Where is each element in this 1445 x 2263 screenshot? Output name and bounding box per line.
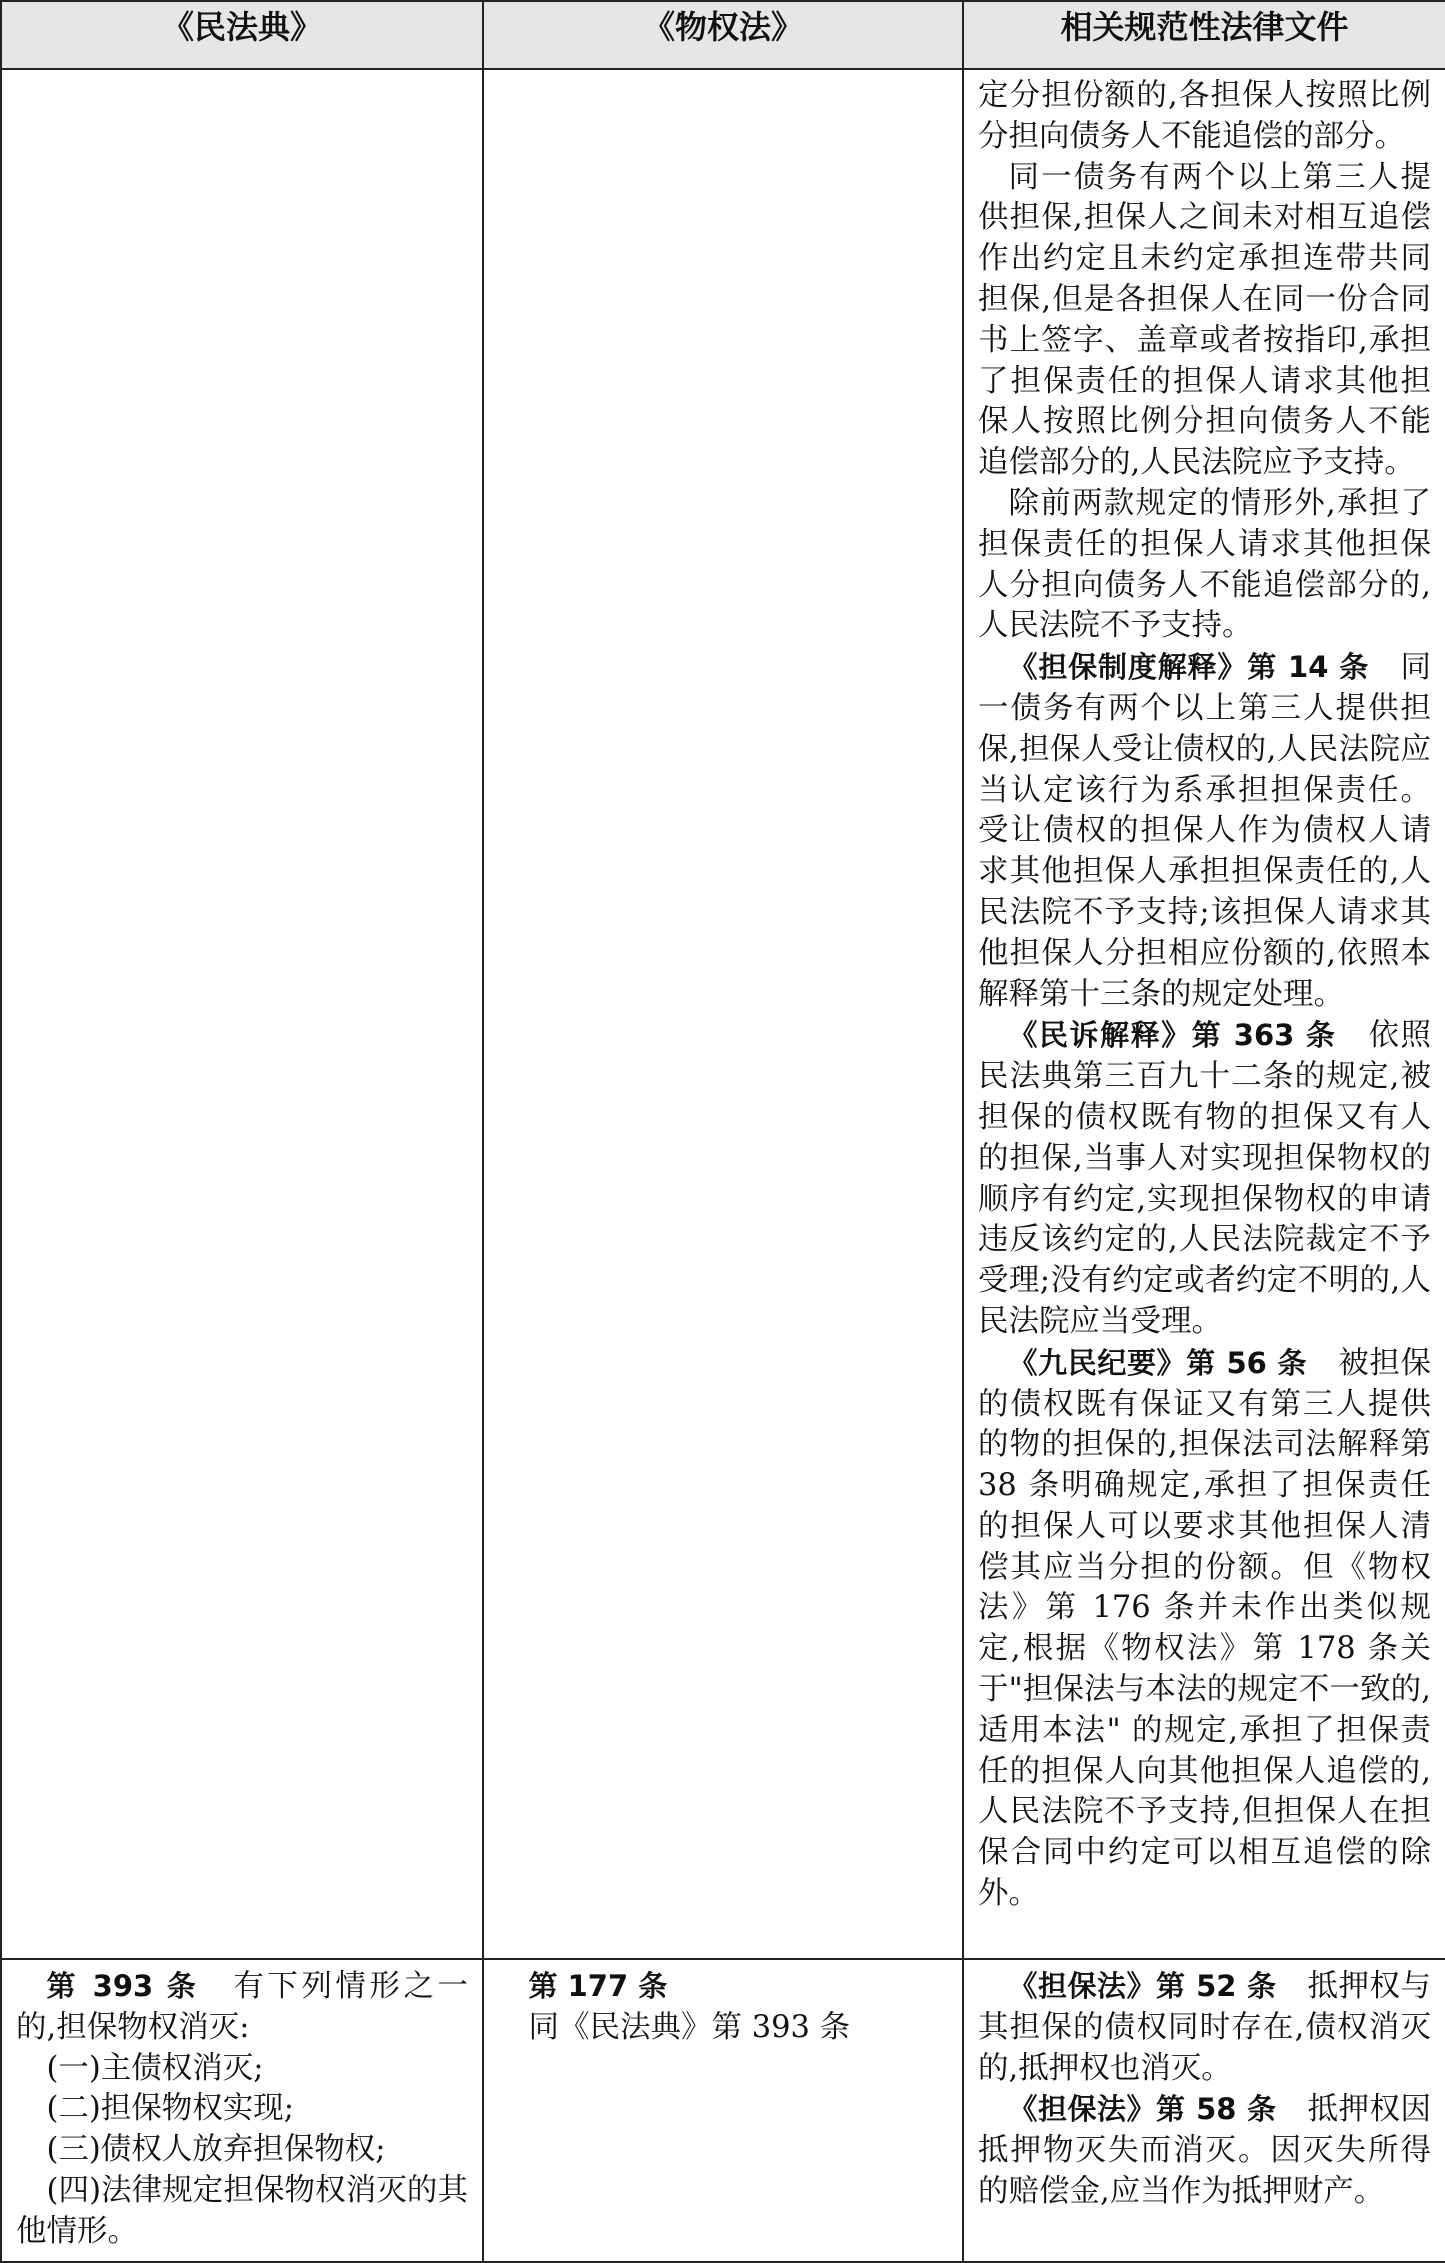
article-paragraph	[498, 1966, 948, 2008]
article-title: 第 177 条	[528, 1969, 668, 2003]
row2-property-law-cell	[483, 1959, 963, 2262]
article-paragraph	[978, 1015, 1431, 1342]
list-item: (四)法律规定担保物权消灭的其他情形。	[16, 2172, 468, 2249]
article-text: 被担保的债权既有保证又有第三人提供的物的担保的,担保法司法解释第 38 条明确规定,承担了担保责任的担保人可以要求其他担保人清偿其应当分担的份额。但《物权法》第 176 条并未作出类似规定,根据《物权法》第 178 条关于"担保法与本法的规定不一致的,适用本法" 的规定,承担了担保责任的担保人向其他担保人追偿的,人民法院不予支持,但担保人在担保合同中约定可以相互追偿的除外。	[978, 1345, 1431, 1912]
table-row	[1, 1959, 1445, 2262]
article-title: 《九民纪要》第 56 条	[1008, 1345, 1308, 1380]
list-item: (二)担保物权实现;	[46, 2091, 295, 2127]
header-civil-code: 《民法典》	[1, 1, 483, 69]
article-text: 抵押权因抵押物灭失而消灭。因灭失所得的赔偿金,应当作为抵押财产。	[978, 2092, 1431, 2209]
header-property-law: 《物权法》	[483, 1, 963, 69]
list-item: (一)主债权消灭;	[46, 2050, 264, 2086]
article-text: 抵押权与其担保的债权同时存在,债权消灭的,抵押权也消灭。	[978, 1969, 1431, 2086]
article-title: 《民诉解释》第 363 条	[1008, 1018, 1337, 1053]
article-text: 有下列情形之一的,担保物权消灭:	[16, 1969, 468, 2045]
article-title: 《担保法》第 58 条	[1008, 2092, 1277, 2127]
list-item: (三)债权人放弃担保物权;	[46, 2132, 386, 2168]
row1-property-law-cell	[483, 69, 963, 1959]
header-related-documents: 相关规范性法律文件	[963, 1, 1445, 69]
row2-related-cell	[963, 1959, 1445, 2262]
row2-civil-code-cell	[1, 1959, 483, 2262]
paragraph: 除前两款规定的情形外,承担了担保责任的担保人请求其他担保人分担向债务人不能追偿部分的,人民法院不予支持。	[978, 485, 1431, 644]
article-title: 第 393 条	[46, 1969, 200, 2003]
article-paragraph	[978, 2089, 1431, 2212]
paragraph: 同一债务有两个以上第三人提供担保,担保人之间未对相互追偿作出约定且未约定承担连带共同担保,但是各担保人在同一份合同书上签字、盖章或者按指印,承担了担保责任的担保人请求其他担保人按照比例分担向债务人不能追偿部分的,人民法院应予支持。	[978, 159, 1431, 481]
header-row	[1, 1, 1445, 69]
article-title: 《担保制度解释》第 14 条	[1008, 650, 1370, 685]
row1-related-cell	[963, 69, 1445, 1959]
article-title: 《担保法》第 52 条	[1008, 1969, 1277, 2003]
paragraph: 定分担份额的,各担保人按照比例分担向债务人不能追偿的部分。	[978, 78, 1431, 154]
article-paragraph	[978, 1343, 1431, 1915]
article-text: 同《民法典》第 393 条	[528, 2009, 851, 2045]
table-row	[1, 69, 1445, 1959]
article-paragraph	[16, 1966, 468, 2049]
article-text: 依照民法典第三百九十二条的规定,被担保的债权既有物的担保又有人的担保,当事人对实现担保物权的顺序有约定,实现担保物权的申请违反该约定的,人民法院裁定不予受理;没有约定或者约定不明的,人民法院应当受理。	[978, 1018, 1431, 1339]
article-text: 同一债务有两个以上第三人提供担保,担保人受让债权的,人民法院应当认定该行为系承担担保责任。受让债权的担保人作为债权人请求其他担保人承担担保责任的,人民法院不予支持;该担保人请求其他担保人分担相应份额的,依照本解释第十三条的规定处理。	[978, 650, 1431, 1012]
article-paragraph	[978, 1966, 1431, 2089]
row1-civil-code-cell	[1, 69, 483, 1959]
article-paragraph	[978, 647, 1431, 1015]
